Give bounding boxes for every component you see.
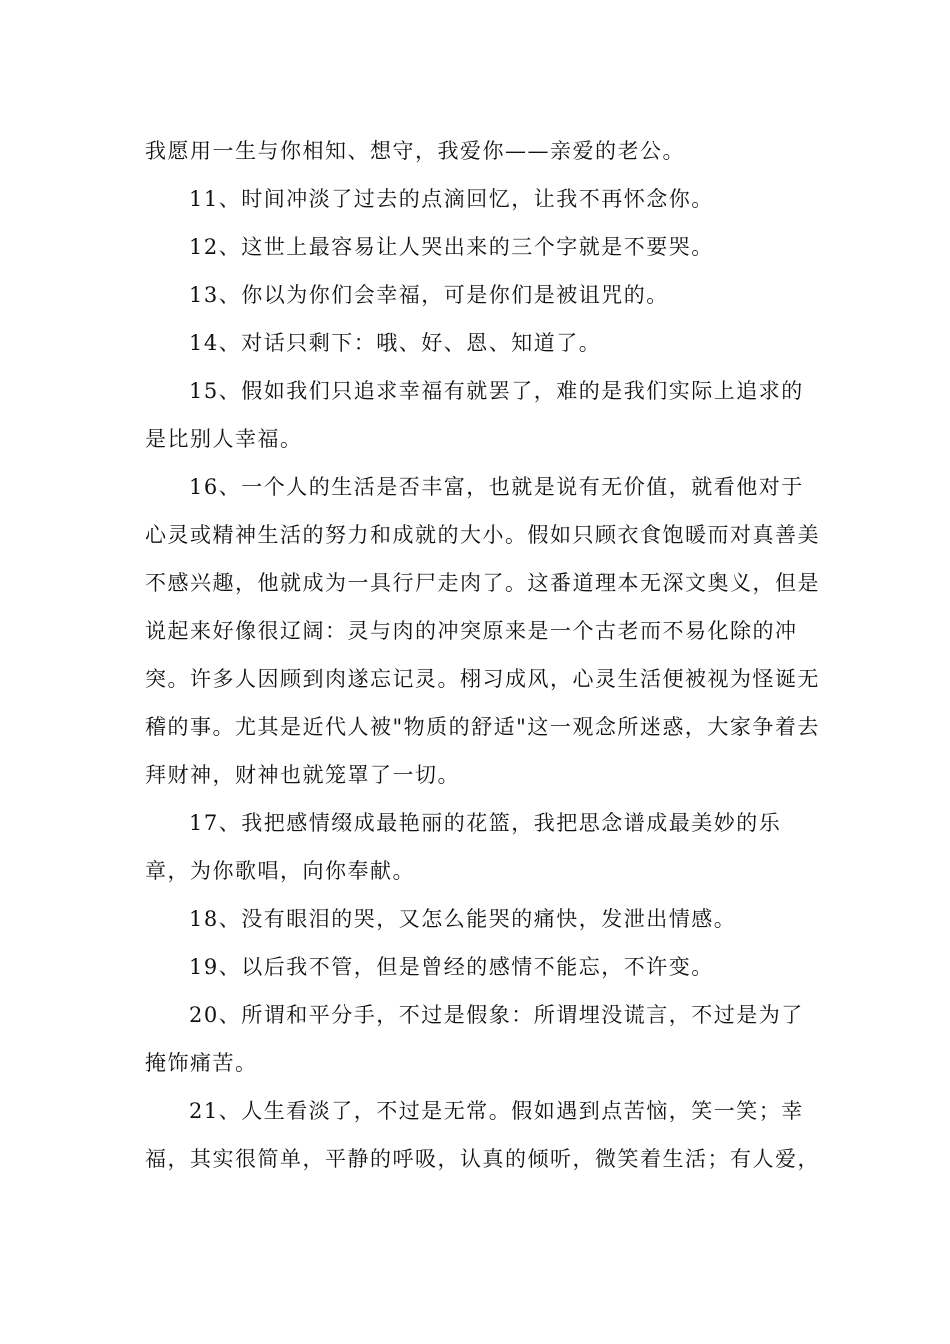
paragraph-16: 16、一个人的生活是否丰富，也就是说有无价值，就看他对于心灵或精神生活的努力和成就的大小。假如只顾衣食饱暖而对真善美不感兴趣，他就成为一具行尸走肉了。这番道理本无深文奥义，但是说起来好像很辽阔：灵与肉的冲突原来是一个古老而不易化除的冲突。许多人因顾到肉遂忘记灵。栩习成风，心灵生活便被视为怪诞无稽的事。尤其是近代人被"物质的舒适"这一观念所迷惑，大家争着去拜财神，财神也就笼罩了一切。	[145, 475, 820, 787]
paragraph-continued: 我愿用一生与你相知、想守，我爱你——亲爱的老公。	[145, 139, 685, 163]
paragraph-20: 20、所谓和平分手，不过是假象：所谓埋没谎言，不过是为了掩饰痛苦。	[145, 1003, 804, 1075]
paragraph-12: 12、这世上最容易让人哭出来的三个字就是不要哭。	[189, 235, 714, 259]
paragraph-17: 17、我把感情缀成最艳丽的花篮，我把思念谱成最美妙的乐章，为你歌唱，向你奉献。	[145, 811, 782, 883]
paragraph-18: 18、没有眼泪的哭，又怎么能哭的痛快，发泄出情感。	[189, 907, 737, 931]
paragraph-14: 14、对话只剩下：哦、好、恩、知道了。	[189, 331, 602, 355]
document-body	[145, 127, 825, 1183]
paragraph-15: 15、假如我们只追求幸福有就罢了，难的是我们实际上追求的是比别人幸福。	[145, 379, 804, 451]
paragraph-21: 21、人生看淡了，不过是无常。假如遇到点苦恼，笑一笑；幸福，其实很简单，平静的呼吸，认真的倾听，微笑着生活；有人爱，	[145, 1099, 820, 1171]
paragraph-11: 11、时间冲淡了过去的点滴回忆，让我不再怀念你。	[189, 187, 714, 211]
paragraph-19: 19、以后我不管，但是曾经的感情不能忘，不许变。	[189, 955, 714, 979]
paragraph-13: 13、你以为你们会幸福，可是你们是被诅咒的。	[189, 283, 669, 307]
